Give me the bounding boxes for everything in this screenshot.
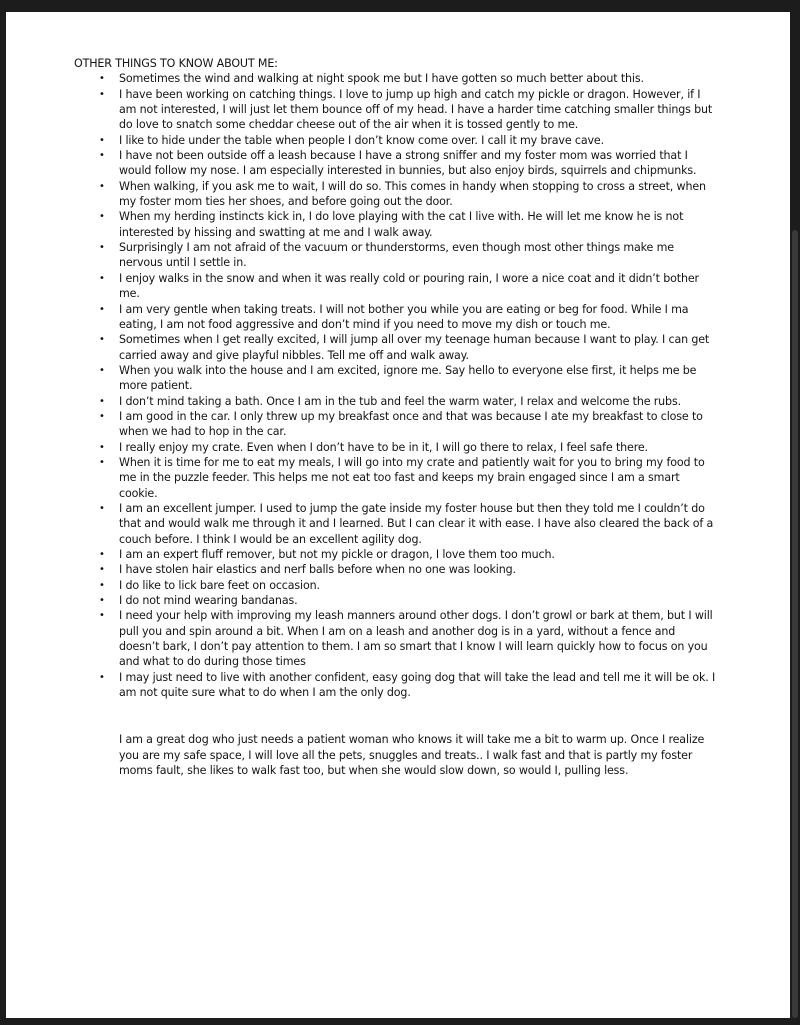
list-item-text: I have not been outside off a leash because I have a strong sniffer and my foster mom was worried that I would follow my nose. I am especially interested in bunnies, but also enjoy birds, squirrels and chipmunks. [119, 149, 697, 178]
list-item [74, 440, 718, 455]
bullet-marker: • [99, 579, 105, 591]
list-item [74, 209, 718, 240]
list-item-text: I enjoy walks in the snow and when it was really cold or pouring rain, I wore a nice coat and it didn’t bother me. [119, 271, 699, 301]
bullet-marker: • [99, 564, 105, 576]
list-item-text: Sometimes the wind and walking at night spook me but I have gotten so much better about this. [119, 72, 644, 86]
document-page [6, 12, 790, 1018]
list-item-text: I don’t mind taking a bath. Once I am in the tub and feel the warm water, I relax and welcome the rubs. [119, 394, 681, 408]
bullet-marker: • [99, 410, 105, 422]
bullet-marker: • [99, 671, 105, 683]
bullet-marker: • [99, 73, 105, 85]
bullet-marker: • [99, 303, 105, 315]
list-item [74, 148, 718, 179]
bullet-marker: • [99, 180, 105, 192]
bullet-marker: • [99, 502, 105, 514]
bullet-marker: • [99, 211, 105, 223]
bullet-marker: • [99, 364, 105, 376]
bullet-marker: • [99, 549, 105, 560]
list-item-text: When walking, if you ask me to wait, I will do so. This comes in handy when stopping to cross a street, when my foster mom ties her shoes, and before going out the door. [119, 179, 706, 209]
list-item [74, 271, 718, 302]
list-item-text: I like to hide under the table when people I don’t know come over. I call it my brave cave. [119, 133, 604, 147]
list-item-text: I do like to lick bare feet on occasion. [119, 578, 320, 592]
list-item [74, 87, 718, 133]
list-item [74, 501, 718, 547]
bullet-marker: • [99, 134, 105, 146]
bullet-marker: • [99, 150, 105, 162]
bullet-marker: • [99, 242, 105, 254]
list-item [74, 409, 718, 440]
bullet-marker: • [99, 272, 105, 284]
bullet-marker: • [99, 88, 105, 100]
list-item-text: I really enjoy my crate. Even when I don’t have to be in it, I will go there to relax, I feel safe there. [119, 440, 648, 454]
bullet-list [74, 71, 718, 700]
list-item [74, 71, 718, 86]
list-item [74, 455, 718, 501]
list-item-text: I may just need to live with another confident, easy going dog that will take the lead and tell me it will be ok. I am not quite sure what to do when I am the only dog. [119, 670, 716, 700]
bullet-marker: • [99, 441, 105, 453]
list-item-text: Sometimes when I get really excited, I will jump all over my teenage human because I want to play. I can get carried away and give playful nibbles. Tell me off and walk away. [119, 333, 710, 362]
list-item-text: When it is time for me to eat my meals, I will go into my crate and patiently wait for you to bring my food to me in the puzzle feeder. This helps me not eat too fast and keeps my brain engaged since I am a smart cookie. [119, 455, 705, 500]
bullet-marker: • [99, 610, 105, 622]
list-item-text: When my herding instincts kick in, I do love playing with the cat I live with. He will let me know he is not interested by hissing and swatting at me and I walk away. [119, 210, 684, 239]
bullet-marker: • [99, 395, 105, 407]
list-item-text: I have stolen hair elastics and nerf balls before when no one was looking. [119, 563, 516, 577]
list-item-text: I need your help with improving my leash manners around other dogs. I don’t growl or bark at them, but I will pull you and spin around a bit. When I am on a leash and another dog is in a yard, without a fence and doesn’t bark, I don’t pay attention to them. I am so smart that I know I will learn quickly how to focus on you and what to do during those times [119, 609, 713, 669]
list-item [74, 608, 718, 669]
list-item [74, 332, 718, 363]
list-item-text: I am good in the car. I only threw up my breakfast once and that was because I ate my breakfast to close to when we had to hop in the car. [119, 409, 703, 439]
list-item-text: I have been working on catching things. I love to jump up high and catch my pickle or dragon. However, if I am not interested, I will just let them bounce off of my head. I have a harder time catching smaller things but do love to snatch some cheddar cheese out of the air when it is tossed gently to me. [119, 87, 713, 132]
list-item-text: I am an expert fluff remover, but not my pickle or dragon, I love them too much. [119, 548, 555, 561]
list-item [74, 302, 718, 333]
list-item-text: I am an excellent jumper. I used to jump the gate inside my foster house but then they told me I couldn’t do that and would walk me through it and I learned. But I can clear it with ease. I have also cleared the back of a couch before. I think I would be an excellent agility dog. [119, 501, 714, 546]
list-item [74, 133, 718, 148]
list-item [74, 240, 718, 271]
list-item [74, 363, 718, 394]
list-item [74, 578, 718, 593]
list-item [74, 593, 718, 608]
list-item-text: I am very gentle when taking treats. I will not bother you while you are eating or beg for food. While I ma eating, I am not food aggressive and don’t mind if you need to move my dish or touch me. [119, 302, 689, 331]
list-item [74, 179, 718, 210]
bullet-marker: • [99, 334, 105, 346]
list-item [74, 670, 718, 701]
section-heading: OTHER THINGS TO KNOW ABOUT ME: [74, 57, 278, 70]
list-item-text: When you walk into the house and I am excited, ignore me. Say hello to everyone else first, it helps me be more patient. [119, 363, 697, 393]
list-item [74, 547, 718, 562]
bullet-marker: • [99, 456, 105, 468]
list-item [74, 562, 718, 577]
scrollbar[interactable] [792, 230, 798, 1018]
list-item-text: Surprisingly I am not afraid of the vacuum or thunderstorms, even though most other things make me nervous until I settle in. [119, 241, 674, 270]
list-item-text: I do not mind wearing bandanas. [119, 594, 298, 608]
bullet-marker: • [99, 595, 105, 607]
closing-paragraph: I am a great dog who just needs a patient woman who knows it will take me a bit to warm up. Once I realize you are my safe space, I will love all the pets, snuggles and treats.. I walk fast and that is partly my foster moms fault, she likes to walk fast too, but when she would slow down, so would I, pulling less. [119, 733, 705, 778]
list-item [74, 394, 718, 409]
